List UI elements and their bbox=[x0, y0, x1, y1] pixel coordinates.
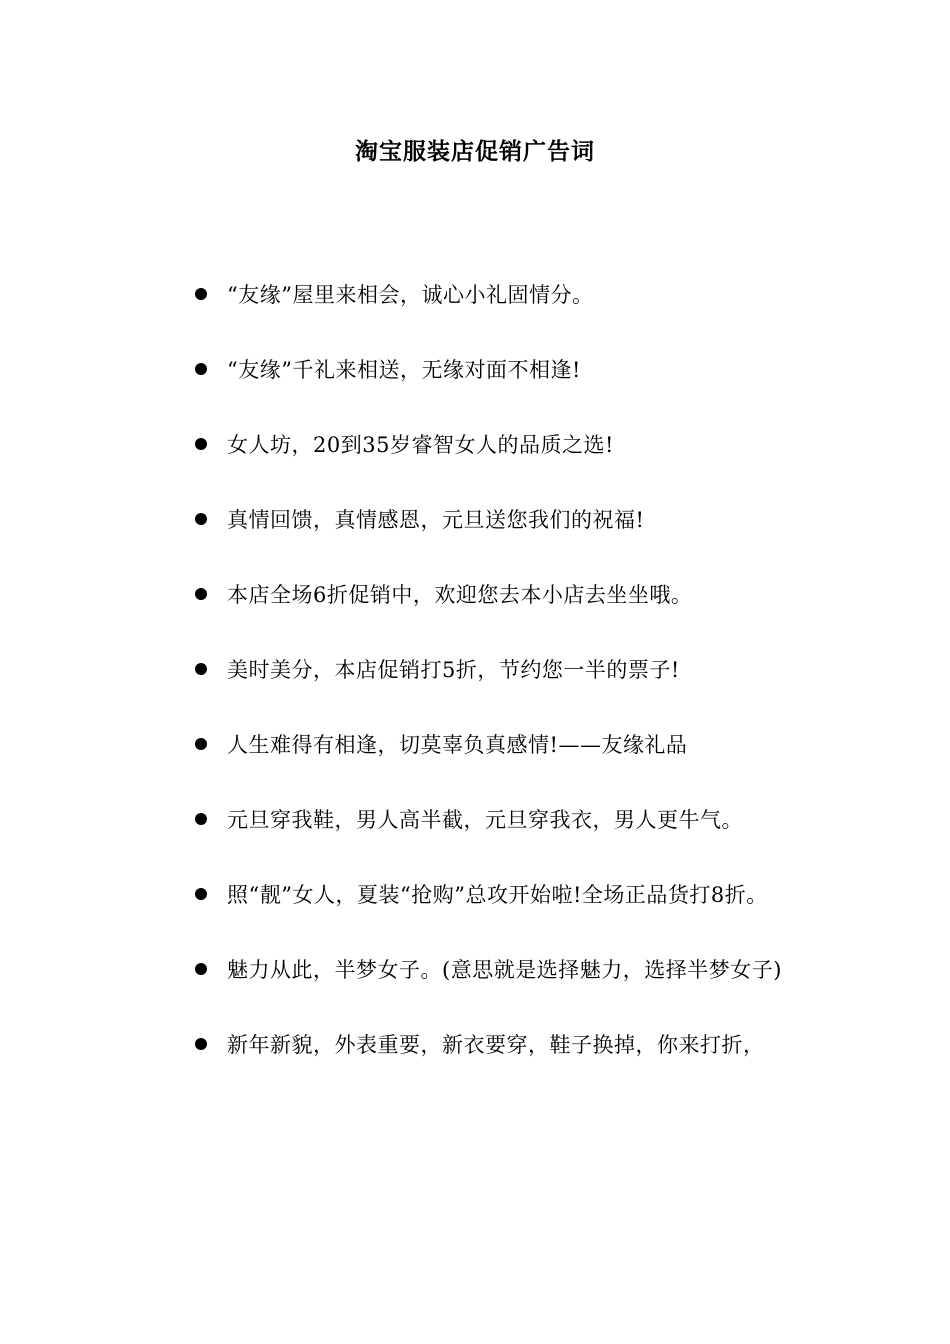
bullet-icon bbox=[195, 888, 207, 900]
list-item-text: 美时美分，本店促销打5折，节约您一半的票子! bbox=[227, 658, 680, 682]
bullet-icon bbox=[195, 588, 207, 600]
list-item-text: 真情回馈，真情感恩，元旦送您我们的祝福! bbox=[227, 508, 645, 532]
list-item-text: 本店全场6折促销中，欢迎您去本小店去坐坐哦。 bbox=[227, 583, 693, 607]
bullet-icon bbox=[195, 513, 207, 525]
bullet-icon bbox=[195, 1038, 207, 1050]
list-item bbox=[145, 858, 825, 933]
list-item bbox=[145, 258, 825, 333]
list-item-text: “友缘”屋里来相会，诚心小礼固情分。 bbox=[227, 283, 594, 307]
bullet-icon bbox=[195, 738, 207, 750]
bullet-icon bbox=[195, 363, 207, 375]
list-item-text: 照“靓”女人，夏装“抢购”总攻开始啦!全场正品货打8折。 bbox=[227, 883, 768, 907]
list-item bbox=[145, 408, 825, 483]
list-item-text: 人生难得有相逢，切莫辜负真感情!——友缘礼品 bbox=[227, 733, 688, 757]
list-item-text: 新年新貌，外表重要，新衣要穿，鞋子换掉，你来打折， bbox=[227, 1033, 765, 1057]
list-item-text: 女人坊，20到35岁睿智女人的品质之选! bbox=[227, 433, 614, 457]
list-item-text: 魅力从此，半梦女子。(意思就是选择魅力，选择半梦女子) bbox=[227, 958, 782, 982]
bullet-icon bbox=[195, 663, 207, 675]
bullet-icon bbox=[195, 963, 207, 975]
bullet-icon bbox=[195, 813, 207, 825]
list-item-text: “友缘”千礼来相送，无缘对面不相逢! bbox=[227, 358, 581, 382]
slogan-list bbox=[145, 258, 825, 1083]
list-item bbox=[145, 558, 825, 633]
list-item bbox=[145, 333, 825, 408]
bullet-icon bbox=[195, 288, 207, 300]
list-item bbox=[145, 783, 825, 858]
list-item bbox=[145, 483, 825, 558]
list-item bbox=[145, 708, 825, 783]
list-item bbox=[145, 1008, 825, 1083]
list-item-text: 元旦穿我鞋，男人高半截，元旦穿我衣，男人更牛气。 bbox=[227, 808, 743, 832]
list-item bbox=[145, 933, 825, 1008]
bullet-icon bbox=[195, 438, 207, 450]
document-title: 淘宝服装店促销广告词 bbox=[355, 138, 595, 165]
list-item bbox=[145, 633, 825, 708]
